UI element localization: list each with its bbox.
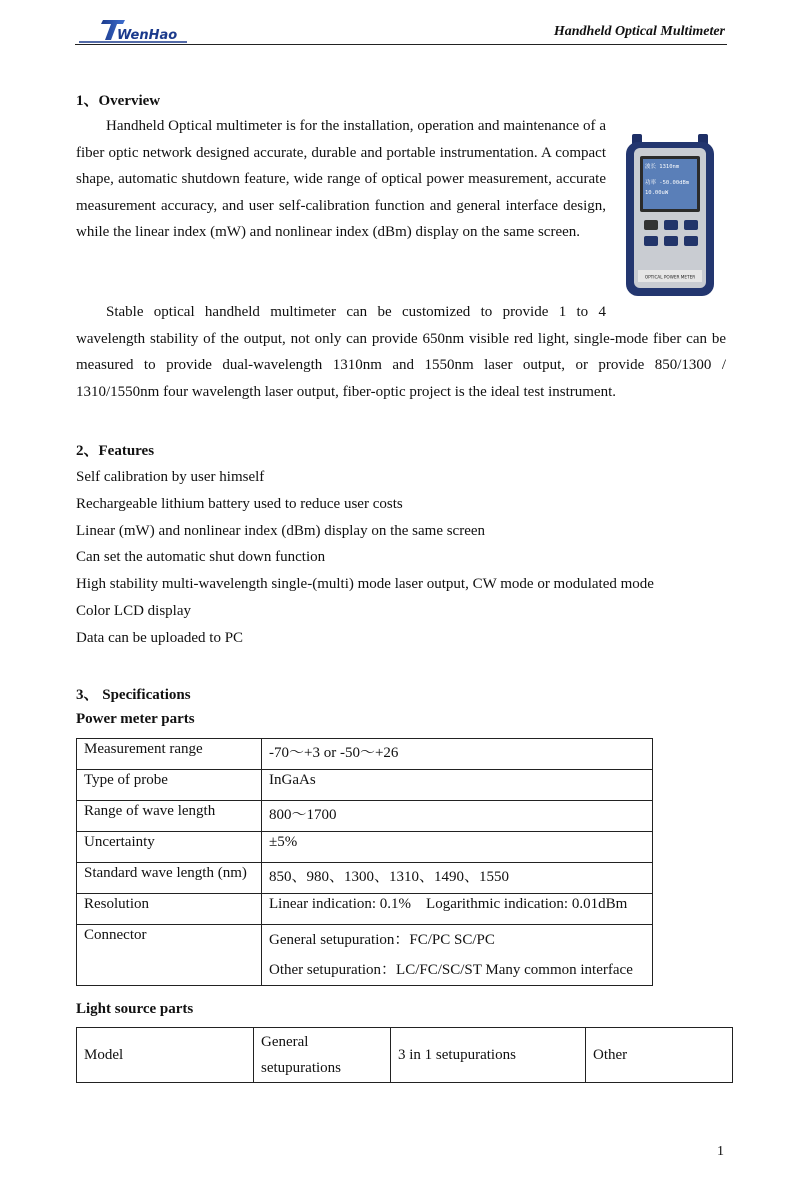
light-source-title: Light source parts	[76, 1001, 194, 1017]
header-title: Handheld Optical Multimeter	[553, 24, 725, 39]
table-cell-value: -70～+3 or -50～+26	[262, 739, 653, 770]
specifications-heading: 3、 Specifications	[76, 687, 191, 703]
list-item: Color LCD display	[76, 602, 191, 619]
table-cell-value: 800～1700	[262, 801, 653, 832]
table-row	[77, 832, 653, 863]
table-row	[77, 801, 653, 832]
table-row	[77, 925, 653, 986]
table-header-cell: General setupurations	[254, 1028, 391, 1083]
list-item: Rechargeable lithium battery used to reduce user costs	[76, 495, 403, 512]
device-screen-line-1: 波长 1310nm	[645, 164, 680, 170]
page-number: 1	[717, 1144, 724, 1159]
svg-text:WenHao: WenHao	[117, 28, 178, 43]
page-header	[75, 18, 727, 45]
table-header-cell: Other	[586, 1028, 733, 1083]
light-source-table	[76, 1027, 733, 1083]
optical-multimeter-image	[622, 132, 718, 298]
features-heading: 2、Features	[76, 443, 155, 459]
table-cell-label: Resolution	[77, 894, 262, 925]
device-screen-line-2: 功率 -50.00dBm	[645, 180, 690, 186]
table-cell-label: Standard wave length (nm)	[77, 863, 262, 894]
overview-paragraph-2-text: Stable optical handheld multimeter can be customized to provide 1 to 4 wavelength stability of the output, not only can provide 650nm visible red light, single-mode fiber can be measured to provide dual-wavelength 1310nm and 1550nm laser output, or provide 850/1300 / 1310/1550nm four wavelength laser output, fiber-optic project is the ideal test instrument.	[76, 299, 726, 405]
features-list	[76, 464, 654, 652]
table-cell-value: Linear indication: 0.1% Logarithmic indication: 0.01dBm	[262, 894, 653, 925]
device-screen-line-3: 10.00uW	[645, 190, 669, 196]
table-cell-value: ±5%	[262, 832, 653, 863]
table-cell-label: Connector	[77, 925, 262, 986]
table-header-cell: Model	[77, 1028, 254, 1083]
table-row	[77, 770, 653, 801]
list-item: High stability multi-wavelength single-(multi) mode laser output, CW mode or modulated mode	[76, 576, 654, 593]
power-meter-title: Power meter parts	[76, 711, 195, 727]
table-cell-label: Range of wave length	[77, 801, 262, 832]
table-row	[77, 739, 653, 770]
list-item: Can set the automatic shut down function	[76, 549, 326, 566]
table-cell-value: 850、980、1300、1310、1490、1550	[262, 863, 653, 894]
company-logo	[77, 18, 207, 44]
connector-other: Other setupuration：LC/FC/SC/ST Many common interface	[269, 962, 633, 978]
overview-heading: 1、Overview	[76, 93, 161, 109]
connector-general: General setupuration：FC/PC SC/PC	[269, 932, 495, 948]
table-header-cell: 3 in 1 setupurations	[391, 1028, 586, 1083]
wrap-spacer	[606, 299, 726, 325]
table-row	[77, 894, 653, 925]
table-cell-label: Uncertainty	[77, 832, 262, 863]
table-cell-label: Measurement range	[77, 739, 262, 770]
table-cell-value: InGaAs	[262, 770, 653, 801]
list-item: Data can be uploaded to PC	[76, 629, 244, 646]
overview-paragraph-1: Handheld Optical multimeter is for the installation, operation and maintenance of a fiber optic network designed accurate, durable and portable instrumentation. A compact shape, automatic shutdown feature, wide range of optical power measurement, accurate measurement accuracy, and user self-calibration function and general interface design, while the linear index (mW) and nonlinear index (dBm) display on the same screen.	[76, 118, 606, 241]
table-cell-label: Type of probe	[77, 770, 262, 801]
table-row	[77, 1028, 733, 1083]
device-label: OPTICAL POWER METER	[644, 274, 696, 280]
table-cell-value	[262, 925, 653, 986]
power-meter-table	[76, 738, 653, 986]
table-row	[77, 863, 653, 894]
list-item: Self calibration by user himself	[76, 469, 265, 485]
list-item: Linear (mW) and nonlinear index (dBm) display on the same screen	[76, 522, 486, 539]
